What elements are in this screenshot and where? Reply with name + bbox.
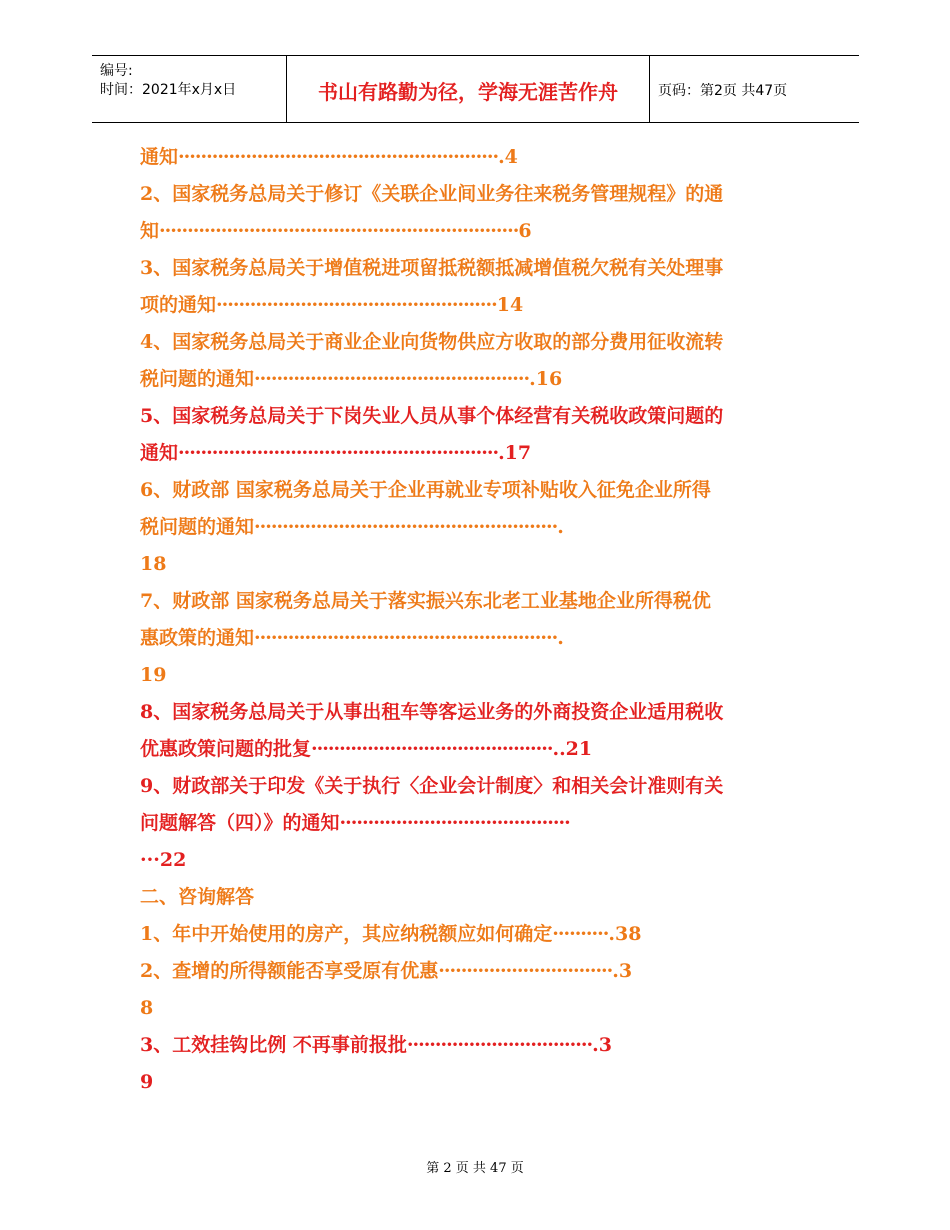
toc-entry-text: 7、财政部 国家税务总局关于落实振兴东北老工业基地企业所得税优	[140, 590, 711, 612]
toc-leader-dots: ···········································	[311, 738, 553, 760]
toc-line[interactable]	[140, 1027, 612, 1063]
toc-page-number: 14	[496, 294, 524, 316]
toc-page-number: 6	[518, 220, 532, 242]
toc-entry-text: 3、国家税务总局关于增值税进项留抵税额抵减增值税欠税有关处理事	[140, 257, 724, 279]
toc-entry-text: 知	[140, 220, 160, 242]
toc-entry-text: 2、查增的所得额能否享受原有优惠	[140, 960, 439, 982]
toc-entry-text: 8、国家税务总局关于从事出租车等客运业务的外商投资企业适用税收	[140, 701, 724, 723]
toc-leader-dots: ·········································	[339, 812, 570, 834]
toc-page-number: .38	[608, 923, 642, 945]
toc-entry-text: 二、咨询解答	[140, 886, 255, 908]
toc-entry-text: 6、财政部 国家税务总局关于企业再就业专项补贴收入征免企业所得	[140, 479, 711, 501]
toc-line[interactable]	[140, 546, 166, 582]
toc-entry-text: 2、国家税务总局关于修订《关联企业间业务往来税务管理规程》的通	[140, 183, 724, 205]
header-page-number: 页码：第2页 共47页	[658, 83, 788, 99]
toc-line[interactable]	[140, 250, 723, 286]
toc-line[interactable]	[140, 768, 723, 804]
toc-entry-text: 3、工效挂钩比例 不再事前报批	[140, 1034, 407, 1056]
toc-entry-text: 通知	[140, 442, 179, 464]
toc-entry-text: 通知	[140, 146, 179, 168]
header-motto-cell	[287, 56, 650, 122]
toc-page-number: ..21	[552, 738, 593, 760]
toc-entry-text: 税问题的通知	[140, 516, 255, 538]
toc-leader-dots: ··········	[552, 923, 609, 945]
toc-entry-text: 1、年中开始使用的房产，其应纳税额应如何确定	[140, 923, 553, 945]
toc-page-number: .4	[498, 146, 518, 168]
toc-entry-text: 惠政策的通知	[140, 627, 255, 649]
header-motto: 书山有路勤为径，学海无涯苦作舟	[318, 80, 618, 104]
toc-line[interactable]	[140, 213, 532, 249]
toc-entry-text: 8	[140, 997, 154, 1019]
toc-page-number: .	[557, 627, 564, 649]
toc-leader-dots: ·················································	[254, 368, 530, 390]
toc-line[interactable]	[140, 176, 723, 212]
toc-line[interactable]	[140, 472, 711, 508]
toc-leader-dots: ··················································	[216, 294, 497, 316]
toc-leader-dots: ·······························	[438, 960, 613, 982]
toc-line[interactable]	[140, 361, 562, 397]
toc-line[interactable]	[140, 435, 531, 471]
toc-line[interactable]	[140, 139, 518, 175]
toc-entry-text: 4、国家税务总局关于商业企业向货物供应方收取的部分费用征收流转	[140, 331, 724, 353]
toc-line[interactable]	[140, 324, 723, 360]
toc-line[interactable]	[140, 620, 564, 656]
toc-entry-text: ···22	[140, 849, 187, 871]
toc-line[interactable]	[140, 953, 632, 989]
document-time-label: 时间：2021年x月x日	[100, 82, 237, 98]
toc-leader-dots: ·································	[406, 1034, 593, 1056]
toc-entry-text: 优惠政策问题的批复	[140, 738, 312, 760]
header-meta-cell	[92, 56, 287, 122]
toc-line[interactable]	[140, 509, 564, 545]
toc-page-number: .3	[592, 1034, 612, 1056]
toc-line[interactable]	[140, 879, 254, 915]
toc-line[interactable]	[140, 731, 592, 767]
toc-line[interactable]	[140, 1064, 153, 1100]
toc-line[interactable]	[140, 694, 723, 730]
toc-entry-text: 5、国家税务总局关于下岗失业人员从事个体经营有关税收政策问题的	[140, 405, 724, 427]
toc-entry-text: 项的通知	[140, 294, 217, 316]
toc-entry-text: 18	[140, 553, 167, 575]
toc-leader-dots: ······················································	[254, 516, 558, 538]
toc-entry-text: 问题解答（四）》的通知	[140, 812, 340, 834]
toc-page-number: .3	[612, 960, 633, 982]
header-page-cell	[650, 56, 859, 122]
page-header	[92, 55, 859, 123]
toc-leader-dots: ·························································	[178, 442, 499, 464]
toc-page-number: .17	[498, 442, 532, 464]
toc-leader-dots: ·························································	[178, 146, 499, 168]
toc-line[interactable]	[140, 657, 166, 693]
toc-line[interactable]	[140, 990, 153, 1026]
toc-leader-dots: ······················································	[254, 627, 558, 649]
toc-line[interactable]	[140, 398, 723, 434]
toc-leader-dots: ································································	[159, 220, 519, 242]
page-footer: 第 2 页 共 47 页	[426, 1161, 524, 1176]
toc-entry-text: 税问题的通知	[140, 368, 255, 390]
toc-page-number: .	[557, 516, 564, 538]
toc-entry-text: 19	[140, 664, 167, 686]
document-number-label: 编号:	[100, 63, 133, 79]
toc-line[interactable]	[140, 805, 570, 841]
toc-line[interactable]	[140, 916, 641, 952]
toc-page-number: .16	[529, 368, 563, 390]
toc-entry-text: 9	[140, 1071, 154, 1093]
toc-line[interactable]	[140, 583, 711, 619]
toc-line[interactable]	[140, 287, 523, 323]
toc-entry-text: 9、财政部关于印发《关于执行〈企业会计制度〉和相关会计准则有关	[140, 775, 724, 797]
toc-line[interactable]	[140, 842, 186, 878]
